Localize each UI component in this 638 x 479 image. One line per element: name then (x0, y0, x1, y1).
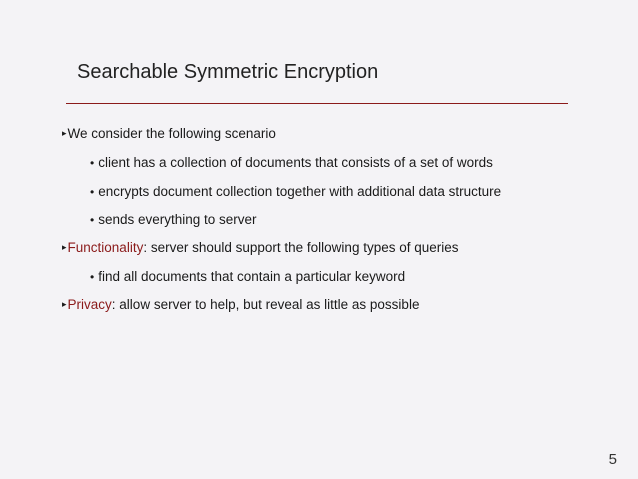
bullet-text: We consider the following scenario (67, 126, 276, 141)
dot-bullet-icon: • (90, 270, 95, 284)
subbullet-client (90, 155, 493, 170)
subbullet-encrypts (90, 184, 501, 199)
bullet-text: sends everything to server (98, 212, 257, 227)
dot-bullet-icon: • (90, 213, 95, 227)
bullet-text: find all documents that contain a particular keyword (98, 269, 406, 284)
page-number: 5 (608, 451, 617, 468)
slide-title: Searchable Symmetric Encryption (77, 61, 379, 83)
bullet-text: : allow server to help, but reveal as little as possible (111, 297, 420, 312)
bullet-functionality (62, 240, 459, 255)
dot-bullet-icon: • (90, 156, 95, 170)
dot-bullet-icon: • (90, 185, 95, 199)
privacy-keyword: Privacy (67, 297, 112, 312)
triangle-bullet-icon: ▸ (62, 299, 67, 309)
functionality-keyword: Functionality (67, 240, 144, 255)
bullet-scenario (62, 126, 276, 141)
bullet-text: client has a collection of documents that consists of a set of words (98, 155, 493, 170)
subbullet-sends (90, 212, 257, 227)
bullet-text: : server should support the following types of queries (143, 240, 459, 255)
bullet-privacy (62, 297, 419, 312)
title-divider (66, 103, 568, 104)
bullet-text: encrypts document collection together with additional data structure (98, 184, 502, 199)
triangle-bullet-icon: ▸ (62, 242, 67, 252)
triangle-bullet-icon: ▸ (62, 128, 67, 138)
subbullet-find (90, 269, 405, 284)
